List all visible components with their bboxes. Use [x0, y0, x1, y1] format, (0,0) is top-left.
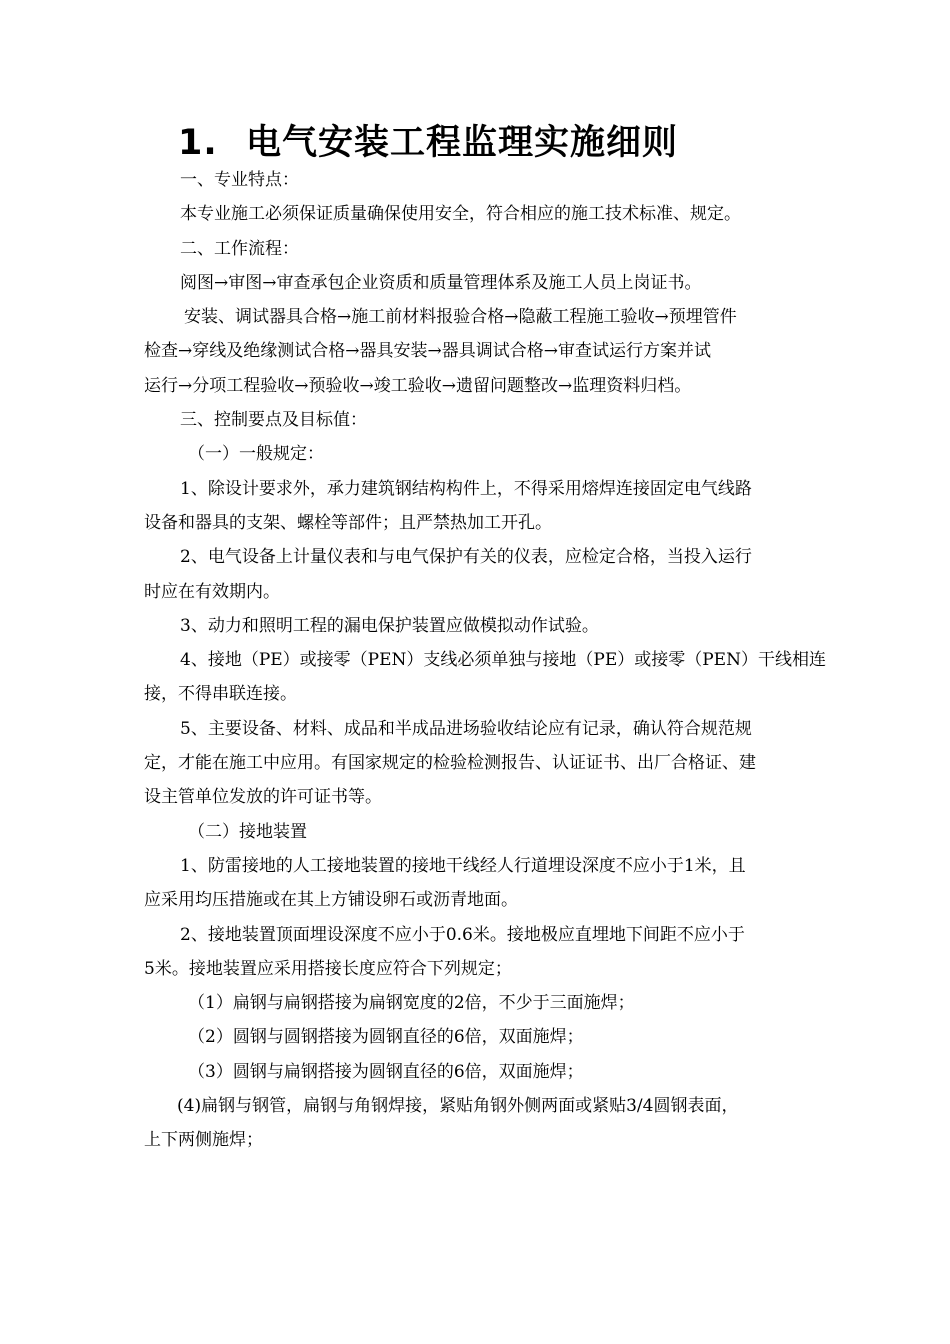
text-line: 设备和器具的支架、螺栓等部件；且严禁热加工开孔。 [144, 512, 552, 533]
text-line: 时应在有效期内。 [144, 581, 280, 602]
text-line: 接，不得串联连接。 [144, 684, 297, 705]
text-line: 上下两侧施焊； [144, 1130, 263, 1151]
text-line: 一、专业特点： [180, 170, 299, 190]
document-body [144, 163, 826, 1158]
text-line: 本专业施工必须保证质量确保使用安全，符合相应的施工技术标准、规定。 [180, 204, 741, 225]
text-line: 5、主要设备、材料、成品和半成品进场验收结论应有记录，确认符合规范规 [180, 718, 752, 739]
text-line: 1、防雷接地的人工接地装置的接地干线经人行道埋设深度不应小于1米，且 [180, 855, 746, 876]
text-line: （3）圆钢与扁钢搭接为圆钢直径的6倍，双面施焊； [188, 1061, 584, 1082]
title-text: 电气安装工程监理实施细则 [246, 123, 679, 163]
text-line: 二、工作流程： [180, 238, 299, 259]
text-line: （二）接地装置 [188, 821, 307, 842]
text-line: 2、接地装置顶面埋设深度不应小于0.6米。接地极应直埋地下间距不应小于 [180, 924, 745, 945]
text-line: (4)扁钢与钢管，扁钢与角钢焊接，紧贴角钢外侧两面或紧贴3/4圆钢表面， [177, 1096, 739, 1117]
text-line: 4、接地（PE）或接零（PEN）支线必须单独与接地（PE）或接零（PEN）干线相连 [180, 650, 826, 671]
text-line: 三、控制要点及目标值： [180, 410, 367, 431]
page-title [178, 118, 678, 168]
text-line: （1）扁钢与扁钢搭接为扁钢宽度的2倍，不少于三面施焊； [188, 993, 635, 1014]
text-line: 运行→分项工程验收→预验收→竣工验收→遗留问题整改→监理资料归档。 [144, 375, 692, 396]
text-line: 2、电气设备上计量仪表和与电气保护有关的仪表，应检定合格，当投入运行 [180, 547, 752, 568]
text-line: 设主管单位发放的许可证书等。 [144, 787, 382, 808]
text-line: （一）一般规定： [188, 444, 324, 465]
text-line: 定，才能在施工中应用。有国家规定的检验检测报告、认证证书、出厂合格证、建 [144, 753, 756, 774]
title-number: 1. [178, 123, 218, 163]
text-line: 1、除设计要求外，承力建筑钢结构构件上，不得采用熔焊连接固定电气线路 [180, 478, 752, 499]
text-line: 3、动力和照明工程的漏电保护装置应做模拟动作试验。 [180, 615, 599, 636]
text-line: 5米。接地装置应采用搭接长度应符合下列规定； [144, 958, 512, 979]
text-line: 检查→穿线及绝缘测试合格→器具安装→器具调试合格→审查试运行方案并试 [144, 341, 711, 362]
text-line: 应采用均压措施或在其上方铺设卵石或沥青地面。 [144, 890, 518, 911]
text-line: （2）圆钢与圆钢搭接为圆钢直径的6倍，双面施焊； [188, 1027, 584, 1048]
text-line: 阅图→审图→审查承包企业资质和质量管理体系及施工人员上岗证书。 [180, 272, 702, 293]
text-line: 安装、调试器具合格→施工前材料报验合格→隐蔽工程施工验收→预埋管件 [184, 307, 737, 328]
